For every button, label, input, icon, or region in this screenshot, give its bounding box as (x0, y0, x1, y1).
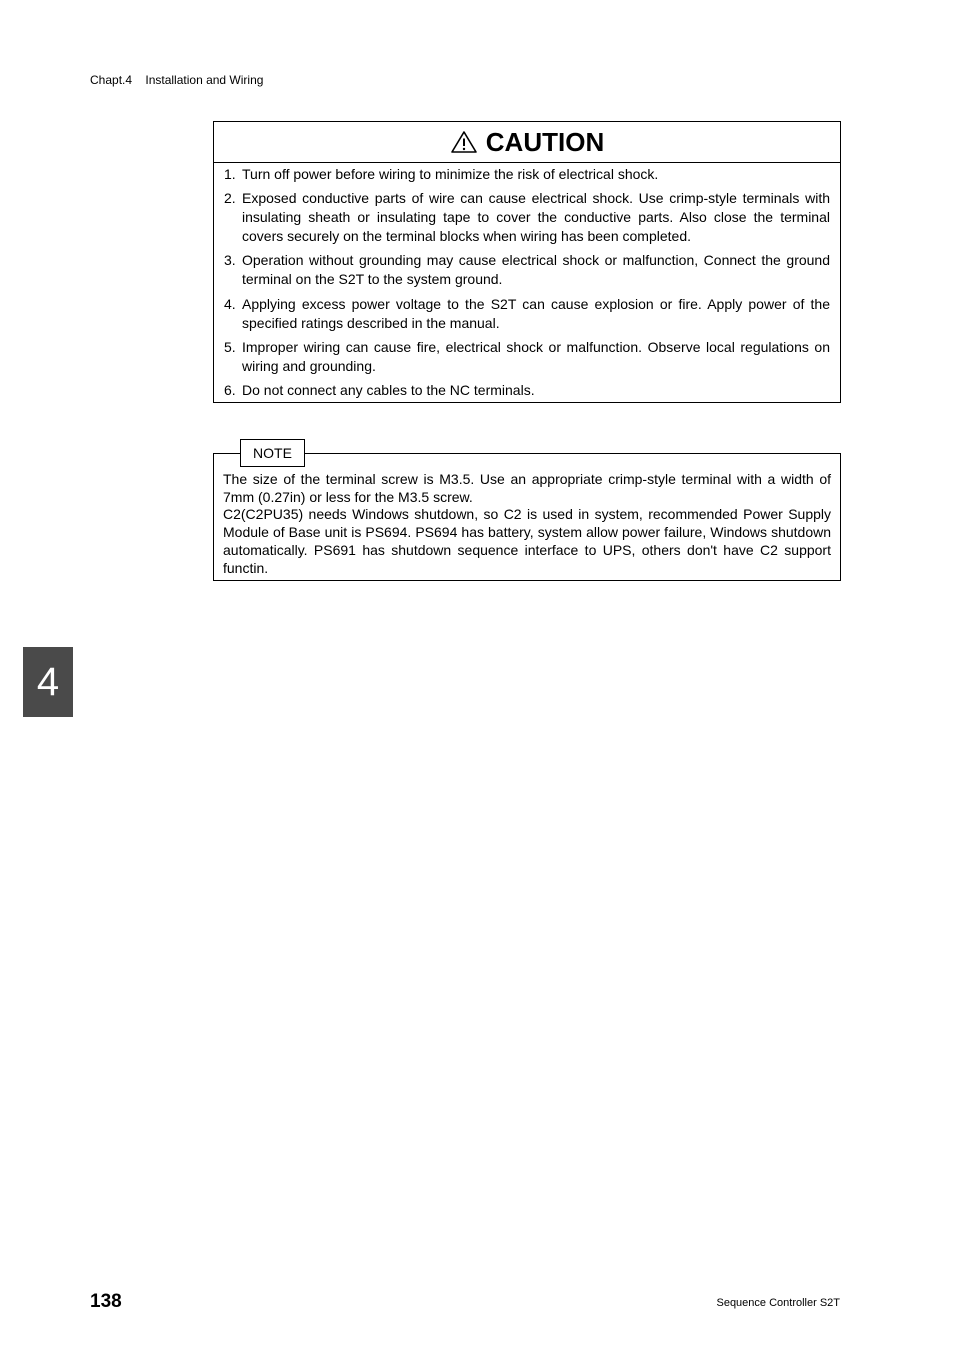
caution-item-number: 6. (224, 382, 236, 398)
caution-item-text: Do not connect any cables to the NC terminals. (242, 382, 535, 398)
note-body (223, 471, 831, 577)
caution-item-number: 2. (224, 190, 236, 206)
caution-item (224, 338, 830, 376)
chapter-tab: 4 (23, 647, 73, 717)
page-number: 138 (90, 1291, 122, 1312)
caution-header (214, 122, 840, 163)
caution-item-text: Operation without grounding may cause electrical shock or malfunction, Connect the ground terminal on the S2T to the system ground. (242, 252, 830, 287)
warning-triangle-icon (450, 130, 478, 154)
caution-item (224, 295, 830, 333)
caution-item-text: Applying excess power voltage to the S2T can cause explosion or fire. Apply power of the specified ratings described in the manual. (242, 296, 830, 331)
caution-item-text: Exposed conductive parts of wire can cause electrical shock. Use crimp-style terminals with insulating sheath or insulating tape to cover the conductive parts. Also close the terminal covers securely on the terminal blocks when wiring has been completed. (242, 190, 830, 244)
note-paragraph: C2(C2PU35) needs Windows shutdown, so C2 is used in system, recommended Power Supply Module of Base unit is PS694. PS694 has battery, system allow power failure, Windows shutdown automatically. PS691 has shutdown sequence interface to UPS, others don't have C2 support functin. (223, 506, 831, 576)
caution-item-number: 4. (224, 296, 236, 312)
caution-item-text: Turn off power before wiring to minimize the risk of electrical shock. (242, 166, 659, 182)
caution-item (224, 189, 830, 246)
note-paragraph: The size of the terminal screw is M3.5. Use an appropriate crimp-style terminal with a width of 7mm (0.27in) or less for the M3.5 screw. (223, 471, 831, 505)
footer-title: Sequence Controller S2T (716, 1297, 840, 1309)
note-label: NOTE (240, 439, 305, 467)
caution-item-number: 5. (224, 339, 236, 355)
caution-item-number: 3. (224, 252, 236, 268)
caution-box (213, 121, 841, 403)
section-title: Installation and Wiring (145, 73, 264, 87)
caution-item (224, 381, 830, 400)
note-box (213, 453, 841, 581)
chapter-label: Chapt.4 (90, 73, 133, 87)
caution-title: CAUTION (485, 126, 605, 157)
caution-item (224, 165, 830, 184)
caution-item (224, 251, 830, 289)
page-header (90, 73, 263, 87)
caution-item-number: 1. (224, 166, 236, 182)
caution-item-text: Improper wiring can cause fire, electrical shock or malfunction. Observe local regulations on wiring and grounding. (242, 339, 830, 374)
